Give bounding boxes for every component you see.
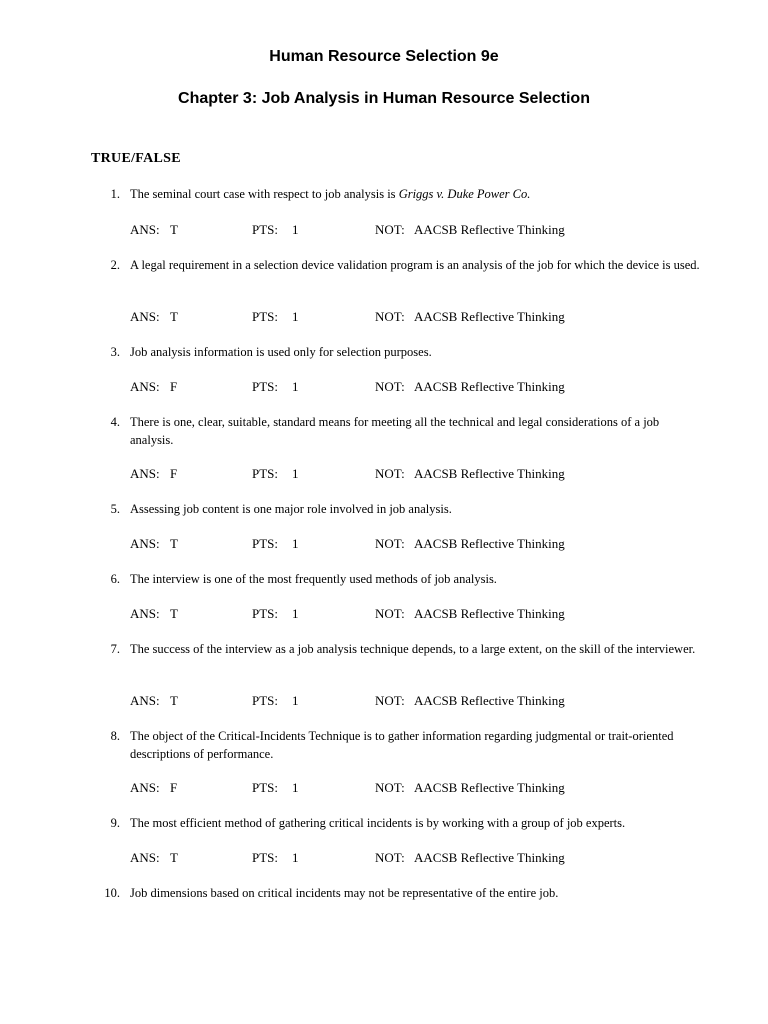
document-title: Human Resource Selection 9e [269, 48, 499, 65]
ans-label: ANS: [130, 309, 160, 324]
question-number: 3. [110, 345, 120, 359]
ans-label: ANS: [130, 606, 160, 621]
pts-value: 1 [292, 309, 299, 324]
ans-label: ANS: [130, 780, 160, 795]
not-label: NOT: [375, 466, 405, 481]
not-value: AACSB Reflective Thinking [414, 222, 565, 237]
ans-value: T [170, 693, 178, 708]
pts-label: PTS: [252, 606, 279, 621]
pts-value: 1 [292, 536, 299, 551]
ans-value: T [170, 536, 178, 551]
question-text: The success of the interview as a job analysis technique depends, to a large extent, on the skill of the interviewer. [130, 642, 696, 656]
section-heading: TRUE/FALSE [91, 151, 181, 166]
pts-value: 1 [292, 379, 299, 394]
not-value: AACSB Reflective Thinking [414, 466, 565, 481]
question-number: 1. [110, 187, 120, 201]
question-number: 7. [110, 642, 120, 656]
not-label: NOT: [375, 693, 405, 708]
pts-value: 1 [292, 693, 299, 708]
question-number: 4. [110, 415, 120, 429]
pts-label: PTS: [252, 379, 279, 394]
pts-value: 1 [292, 850, 299, 865]
question-text: The interview is one of the most frequently used methods of job analysis. [130, 572, 497, 586]
question-text: Assessing job content is one major role involved in job analysis. [130, 502, 452, 516]
question-text: Job analysis information is used only for selection purposes. [130, 345, 432, 359]
pts-label: PTS: [252, 780, 279, 795]
not-value: AACSB Reflective Thinking [414, 693, 565, 708]
ans-value: T [170, 222, 178, 237]
not-value: AACSB Reflective Thinking [414, 850, 565, 865]
ans-value: T [170, 309, 178, 324]
question-text: Job dimensions based on critical incidents may not be representative of the entire job. [130, 886, 559, 900]
not-label: NOT: [375, 850, 405, 865]
not-value: AACSB Reflective Thinking [414, 379, 565, 394]
ans-label: ANS: [130, 536, 160, 551]
not-value: AACSB Reflective Thinking [414, 536, 565, 551]
question-text: There is one, clear, suitable, standard means for meeting all the technical and legal considerations of a job analysis. [130, 415, 660, 447]
question-number: 8. [110, 729, 120, 743]
ans-label: ANS: [130, 693, 160, 708]
pts-label: PTS: [252, 536, 279, 551]
ans-value: T [170, 850, 178, 865]
ans-label: ANS: [130, 850, 160, 865]
ans-label: ANS: [130, 379, 160, 394]
question-text: The seminal court case with respect to job analysis is Griggs v. Duke Power Co. [130, 187, 531, 201]
pts-label: PTS: [252, 309, 279, 324]
not-label: NOT: [375, 379, 405, 394]
not-label: NOT: [375, 222, 405, 237]
not-value: AACSB Reflective Thinking [414, 780, 565, 795]
question-number: 2. [110, 258, 120, 272]
not-label: NOT: [375, 606, 405, 621]
pts-value: 1 [292, 466, 299, 481]
not-value: AACSB Reflective Thinking [414, 309, 565, 324]
pts-value: 1 [292, 606, 299, 621]
question-text: The object of the Critical-Incidents Technique is to gather information regarding judgmental or trait-oriented descriptions of performance. [130, 729, 674, 761]
pts-label: PTS: [252, 693, 279, 708]
not-label: NOT: [375, 309, 405, 324]
not-value: AACSB Reflective Thinking [414, 606, 565, 621]
pts-value: 1 [292, 780, 299, 795]
ans-label: ANS: [130, 466, 160, 481]
ans-value: F [170, 780, 178, 795]
not-label: NOT: [375, 780, 405, 795]
question-number: 10. [104, 886, 120, 900]
chapter-title: Chapter 3: Job Analysis in Human Resource Selection [178, 90, 590, 107]
ans-value: T [170, 606, 178, 621]
not-label: NOT: [375, 536, 405, 551]
pts-label: PTS: [252, 466, 279, 481]
ans-value: F [170, 379, 178, 394]
pts-value: 1 [292, 222, 299, 237]
pts-label: PTS: [252, 222, 279, 237]
question-number: 9. [110, 816, 120, 830]
ans-label: ANS: [130, 222, 160, 237]
question-number: 6. [110, 572, 120, 586]
question-text: A legal requirement in a selection device validation program is an analysis of the job for which the device is used. [130, 258, 700, 272]
pts-label: PTS: [252, 850, 279, 865]
ans-value: F [170, 466, 178, 481]
case-name: Griggs v. Duke Power Co. [398, 187, 531, 201]
question-number: 5. [110, 502, 120, 516]
question-text: The most efficient method of gathering critical incidents is by working with a group of job experts. [130, 816, 626, 830]
